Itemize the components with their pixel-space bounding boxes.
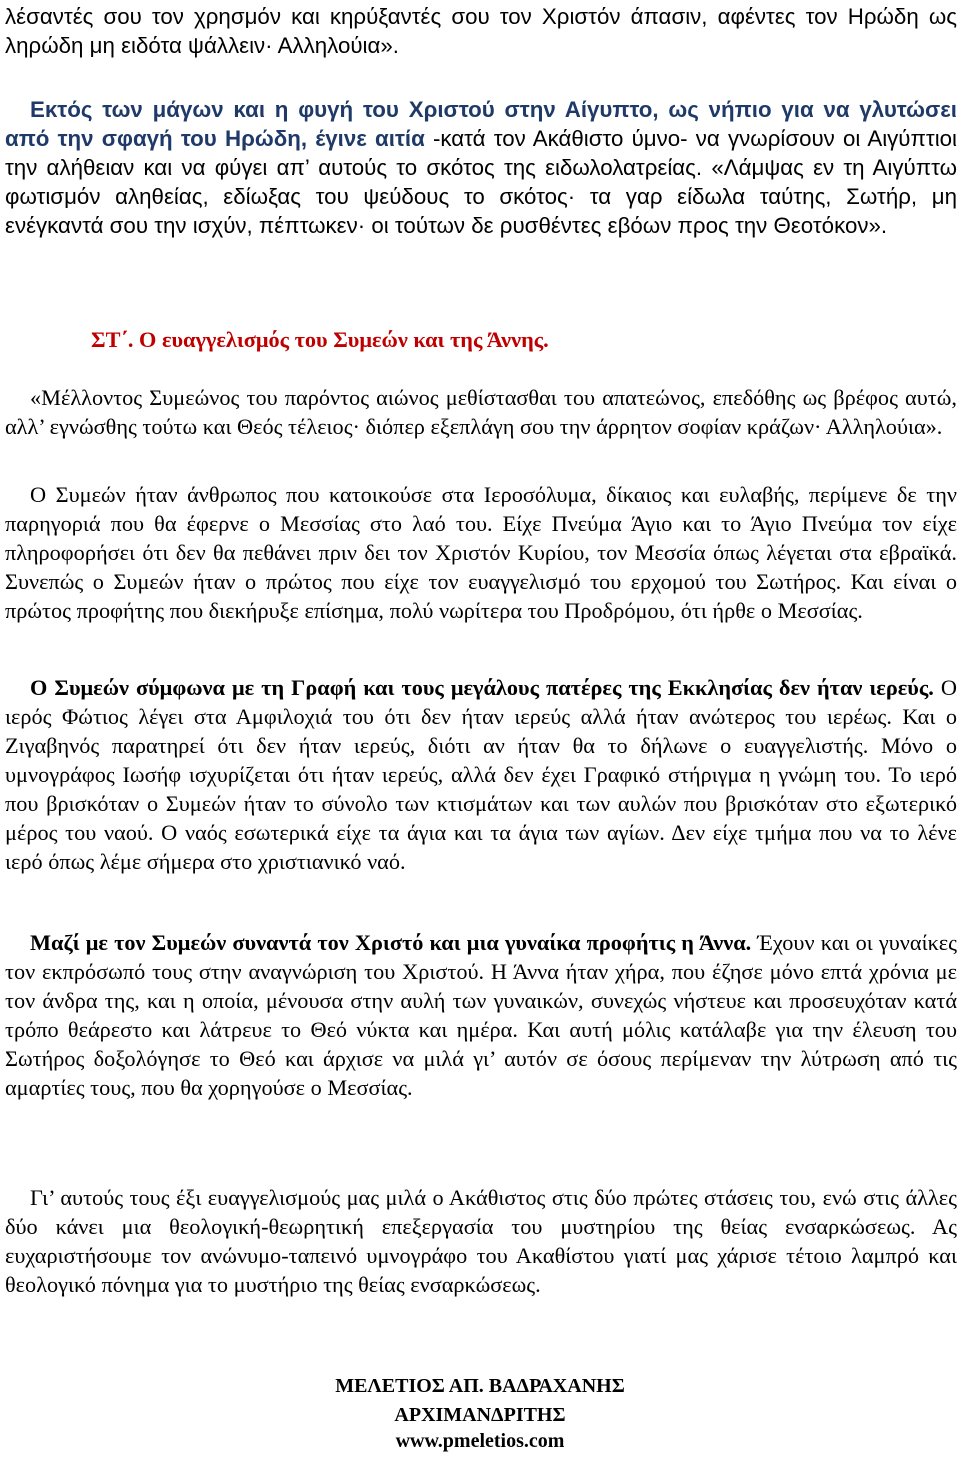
paragraph-continuation: λέσαντές σου τον χρησμόν και κηρύξαντές σου τον Χριστόν άπασιν, αφέντες τον Ηρώδη ως ληρώδη μη ειδότα ψάλλειν· Αλληλούια». (5, 4, 957, 58)
signature-title: ΑΡΧΙΜΑΝΔΡΙΤΗΣ (394, 1404, 566, 1426)
paragraph-bold-intro: Μαζί με τον Συμεών συναντά τον Χριστό και μια γυναίκα προφήτις η Άννα. (30, 930, 752, 955)
paragraph-conclusion: Γι’ αυτούς τους έξι ευαγγελισμούς μας μιλά ο Ακάθιστος στις δύο πρώτες στάσεις του, ενώ στις άλλες δύο κάνει μια θεολογική-θεωρητική επεξεργασία του μυστηρίου της θείας ενσαρκώσεως. Ας ευχαριστήσουμε τον ανώνυμο-ταπεινό υμνογράφο του Ακαθίστου γιατί μας χάρισε τέτοιο λαμπρό και θεολογικό πόνημα για το μυστήριο της θείας ενσαρκώσεως. (5, 1185, 957, 1297)
paragraph-symeon: Ο Συμεών ήταν άνθρωπος που κατοικούσε στα Ιεροσόλυμα, δίκαιος και ευλαβής, περίμενε δε την παρηγοριά που θα έφερνε ο Μεσσίας στο λαό του. Είχε Πνεύμα Άγιο και το Άγιο Πνεύμα τον είχε πληροφορήσει ότι δεν θα πεθάνει πριν δει τον Χριστόν Κυρίου, τον Μεσσία όπως λέγεται στα εβραϊκά. Συνεπώς ο Συμεών ήταν ο πρώτος που είχε τον ευαγγελισμό του ερχομού του Σωτήρος. Και είναι ο πρώτος προφήτης που διεκήρυξε επίσημα, πολύ νωρίτερα του Προδρόμου, ότι ήρθε ο Μεσσίας. (5, 482, 957, 623)
paragraph-symeon-priest: Ο Συμεών σύμφωνα με τη Γραφή και τους μεγάλους πατέρες της Εκκλησίας δεν ήταν ιερεύς. Ο ιερός Φώτιος λέγει στα Αμφιλοχιά του ότι δεν ήταν ιερεύς αλλά ήταν ανώτερος του ιερέως. Και ο Ζιγαβηνός παρατηρεί ότι δεν ήταν ιερεύς, διότι αν ήταν θα το δήλωνε ο ευαγγελιστής. Μόνο ο υμνογράφος Ιωσήφ ισχυρίζεται ότι ήταν ιερεύς, αλλά δεν έχει Γραφικό στήριγμα η γνώμη του. Το ιερό που βρισκόταν ο Συμεών ήταν το σύνολο των κτισμάτων και των αυλών που βρισκόταν στο εξωτερικό μέρος του ναού. Ο ναός εσωτερικά είχε τα άγια και τα άγια των αγίων. Δεν είχε τμήμα που να το λένε ιερό όπως λέμε σήμερα στο χριστιανικό ναό. (5, 675, 957, 874)
section-heading: ΣΤ΄. Ο ευαγγελισμός του Συμεών και της Άννης. (91, 327, 549, 352)
paragraph-flight-to-egypt: Εκτός των μάγων και η φυγή του Χριστού στην Αίγυπτο, ως νήπιο για να γλυτώσει από την σφαγή του Ηρώδη, έγινε αιτία -κατά τον Ακάθιστο ύμνο- να γνωρίσουν οι Αιγύπτιοι την αλήθειαν και να φύγει απ’ αυτούς το σκότος της ειδωλολατρείας. «Λάμψας εν τη Αιγύπτω φωτισμόν αληθείας, εδίωξας του ψεύδους το σκότος· τα γαρ είδωλα ταύτης, Σωτήρ, μη ενέγκαντά σου την ισχύν, πέπτωκεν· οι τούτων δε ρυσθέντες εβόων προς την Θεοτόκον». (5, 97, 957, 238)
paragraph-bold-intro: Εκτός των μάγων και η φυγή του Χριστού στην Αίγυπτο, ως νήπιο για να γλυτώσει από την σφαγή του Ηρώδη, έγινε αιτία (5, 97, 957, 151)
signature-name: ΜΕΛΕΤΙΟΣ ΑΠ. ΒΑΔΡΑΧΑΝΗΣ (335, 1375, 625, 1397)
paragraph-hymn-quote: «Μέλλοντος Συμεώνος του παρόντος αιώνος μεθίστασθαι του απατεώνος, επεδόθης ως βρέφος αυτώ, αλλ’ εγνώσθης τούτω και Θεός τέλειος· διόπερ εξεπλάγη σου την άρρητον σοφίαν κράζων· Αλληλούια». (5, 385, 957, 439)
paragraph-bold-intro: Ο Συμεών σύμφωνα με τη Γραφή και τους μεγάλους πατέρες της Εκκλησίας δεν ήταν ιερεύς. (30, 675, 934, 700)
paragraph-anna: Μαζί με τον Συμεών συναντά τον Χριστό και μια γυναίκα προφήτις η Άννα. Έχουν και οι γυναίκες τον εκπρόσωπό τους στην αναγνώριση του Χριστού. Η Άννα ήταν χήρα, που έζησε μόνο επτά χρόνια με τον άνδρα της, και η οποία, μένουσα στην αυλή των γυναικών, συνεχώς νήστευε και προσευχόταν κατά τρόπο θεάρεστο και λάτρευε το Θεό νύκτα και ημέρα. Και αυτή μόλις κατάλαβε για την έλευση του Σωτήρος δοξολόγησε το Θεό και άρχισε να μιλά γι’ αυτόν σε όσους περίμεναν την λύτρωση από τις αμαρτίες τους, που θα χορηγούσε ο Μεσσίας. (5, 930, 957, 1100)
signature-website: www.pmeletios.com (395, 1430, 565, 1452)
